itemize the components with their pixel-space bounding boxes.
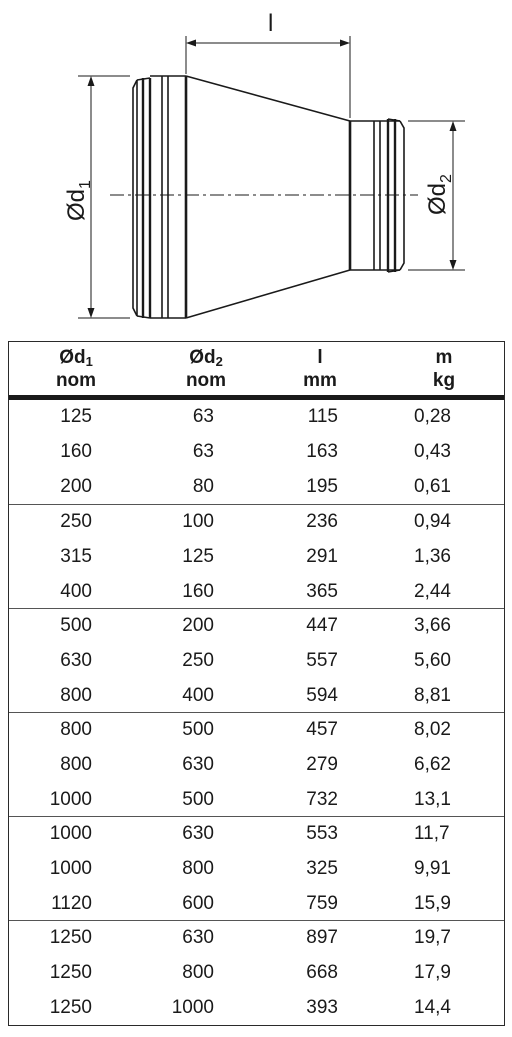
row-group <box>9 504 504 608</box>
cell-d2: 400 <box>182 684 214 706</box>
row-group <box>9 712 504 816</box>
header-d1: $Ød_1$ nom <box>55 347 97 391</box>
cell-length: 447 <box>306 615 338 636</box>
cell-d1: 800 <box>60 719 92 740</box>
table-row <box>9 644 504 679</box>
header-d2: $Ød_2$ nom <box>185 347 227 391</box>
cell-d2: 125 <box>182 545 214 567</box>
cell-length: 897 <box>306 927 338 948</box>
cell-d2: 630 <box>182 927 214 948</box>
cell-mass: 14,4 <box>414 996 451 1018</box>
cell-d1: 315 <box>60 545 92 567</box>
table-row <box>9 887 504 922</box>
table-row <box>9 748 504 783</box>
cell-mass: 0,28 <box>414 406 451 427</box>
cell-d1: 1000 <box>49 788 92 810</box>
cell-d2: 630 <box>182 753 214 775</box>
reducer-drawing <box>0 0 512 330</box>
cell-d1: 400 <box>60 580 92 602</box>
cell-length: 279 <box>306 753 338 775</box>
row-group <box>9 920 504 1024</box>
cell-mass: 0,43 <box>414 440 451 462</box>
table-row <box>9 540 504 575</box>
table-row <box>9 609 504 644</box>
cell-mass: 0,61 <box>414 475 451 497</box>
cell-d2: 160 <box>182 580 214 602</box>
table-row <box>9 575 504 610</box>
cell-length: 291 <box>306 545 338 567</box>
dim-d2-label: $Ød_2$ <box>424 174 455 215</box>
cell-d1: 250 <box>60 511 92 532</box>
cell-d1: 1000 <box>49 857 92 879</box>
cell-d1: 1250 <box>49 996 92 1018</box>
cell-mass: 15,9 <box>414 892 451 914</box>
table-row <box>9 921 504 956</box>
cell-mass: 19,7 <box>414 927 451 948</box>
dimensions-table <box>8 341 505 1026</box>
cell-d2: 63 <box>192 406 214 427</box>
cell-d2: 63 <box>192 440 214 462</box>
cell-length: 553 <box>306 823 338 844</box>
table-row <box>9 852 504 887</box>
cell-length: 557 <box>306 649 338 671</box>
cell-d2: 800 <box>182 857 214 879</box>
table-body <box>9 400 504 1024</box>
cell-d1: 160 <box>60 440 92 462</box>
cell-mass: 8,02 <box>414 719 451 740</box>
table-row <box>9 470 504 505</box>
cell-length: 668 <box>306 961 338 983</box>
cell-d2: 100 <box>182 511 214 532</box>
table-row <box>9 817 504 852</box>
cell-mass: 5,60 <box>414 649 451 671</box>
cell-mass: 6,62 <box>414 753 451 775</box>
cell-d1: 1120 <box>51 892 92 914</box>
cell-d1: 500 <box>60 615 92 636</box>
header-length: l mm <box>303 347 337 391</box>
cell-length: 732 <box>306 788 338 810</box>
cell-mass: 9,91 <box>414 857 451 879</box>
cell-mass: 11,7 <box>414 823 450 844</box>
cell-d1: 1250 <box>49 961 92 983</box>
table-row <box>9 956 504 991</box>
cell-d1: 125 <box>60 406 92 427</box>
cell-d2: 800 <box>182 961 214 983</box>
cell-length: 594 <box>306 684 338 706</box>
row-group <box>9 816 504 920</box>
cell-mass: 0,94 <box>414 511 451 532</box>
cell-d2: 80 <box>192 475 214 497</box>
cell-mass: 8,81 <box>414 684 451 706</box>
table-row <box>9 400 504 435</box>
cell-d1: 800 <box>60 753 92 775</box>
cell-d1: 1000 <box>49 823 92 844</box>
cell-d2: 600 <box>182 892 214 914</box>
cell-d2: 630 <box>182 823 214 844</box>
cell-d1: 200 <box>60 475 92 497</box>
table-header <box>9 342 504 400</box>
cell-mass: 17,9 <box>414 961 451 983</box>
row-group <box>9 400 504 504</box>
cell-length: 163 <box>306 440 338 462</box>
cell-mass: 3,66 <box>414 615 451 636</box>
row-group <box>9 608 504 712</box>
dim-d1-label: $Ød_1$ <box>63 180 94 221</box>
cell-length: 365 <box>306 580 338 602</box>
cell-length: 115 <box>307 406 338 427</box>
table-row <box>9 783 504 818</box>
table-row <box>9 679 504 714</box>
dim-length-label: l <box>268 10 274 37</box>
cell-d2: 250 <box>182 649 214 671</box>
cell-length: 195 <box>306 475 338 497</box>
cell-length: 325 <box>306 857 338 879</box>
cell-length: 393 <box>306 996 338 1018</box>
table-row <box>9 435 504 470</box>
cell-mass: 2,44 <box>414 580 451 602</box>
cell-length: 457 <box>306 719 338 740</box>
cell-d1: 1250 <box>49 927 92 948</box>
header-mass: m kg <box>432 347 456 391</box>
cell-d1: 800 <box>60 684 92 706</box>
cell-d2: 500 <box>182 788 214 810</box>
cell-d2: 1000 <box>171 996 214 1018</box>
cell-mass: 13,1 <box>414 788 451 810</box>
cell-mass: 1,36 <box>414 545 451 567</box>
cell-length: 236 <box>306 511 338 532</box>
table-row <box>9 505 504 540</box>
table-row <box>9 713 504 748</box>
cell-d2: 200 <box>182 615 214 636</box>
cell-d2: 500 <box>182 719 214 740</box>
table-row <box>9 991 504 1026</box>
cell-d1: 630 <box>60 649 92 671</box>
cell-length: 759 <box>306 892 338 914</box>
